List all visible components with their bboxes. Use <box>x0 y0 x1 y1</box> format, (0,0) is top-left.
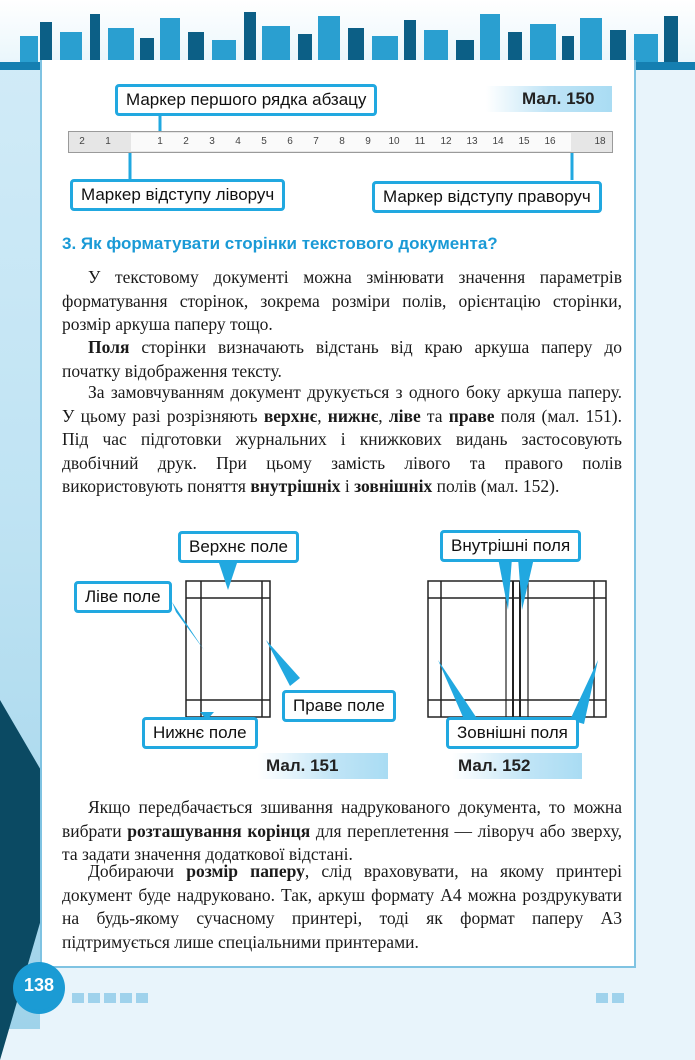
paragraph-2 <box>62 336 622 383</box>
ruler-tick: 18 <box>594 136 606 147</box>
ruler-tick: 13 <box>466 136 478 147</box>
ruler-tick: 4 <box>235 136 241 147</box>
term-gutter: розташування корінця <box>127 820 311 841</box>
ruler-tick: 14 <box>492 136 504 147</box>
callout-right-margin: Праве поле <box>282 690 396 722</box>
page-number: 138 <box>23 975 55 995</box>
fig150-label: Мал. 150 <box>522 89 595 108</box>
ruler-tick: 3 <box>209 136 215 147</box>
ruler-tick: 15 <box>518 136 530 147</box>
ruler-tick: 2 <box>79 136 85 147</box>
paragraph-3-text-d: полів (мал. 152). <box>432 476 560 496</box>
term-paper-size: розмір паперу <box>186 861 305 881</box>
ruler-tick: 8 <box>339 136 345 147</box>
ruler-tick: 7 <box>313 136 319 147</box>
paragraph-1: У текстовому документі можна змінювати значення параметрів форматування сторінок, зокрема розміри полів, орієнтацію сторінки, розмір аркуша паперу тощо. <box>62 267 622 334</box>
term-top: верхнє <box>263 405 318 426</box>
term-bottom: нижнє <box>327 405 379 426</box>
conjunction: та <box>420 405 449 426</box>
paragraph-4 <box>62 796 622 867</box>
ruler-tick: 1 <box>105 136 111 147</box>
callout-left-margin: Ліве поле <box>74 581 172 613</box>
term-fields: Поля <box>88 337 130 357</box>
term-outer: зовнішніх <box>354 476 433 496</box>
ruler-tick: 16 <box>544 136 556 147</box>
term-left: ліве <box>388 405 421 426</box>
paragraph-3-text-c: і <box>340 476 355 496</box>
callout-left-indent-marker: Маркер відступу ліворуч <box>70 179 285 211</box>
ruler-tick: 2 <box>183 136 189 147</box>
callout-right-indent-marker: Маркер відступу праворуч <box>372 181 602 213</box>
callout-bottom-margin: Нижнє поле <box>142 717 258 749</box>
callout-top-margin: Верхнє поле <box>178 531 299 563</box>
callout-first-line-marker: Маркер першого рядка абзацу <box>115 84 377 116</box>
ruler-tick: 6 <box>287 136 293 147</box>
paragraph-3-text-b: поля (мал. 151). Під час підготовки журнальних і книжкових видань застосовують двобічний друк. При цьому замість лівого та правого полів використовують поняття <box>62 405 623 496</box>
ruler-tick: 10 <box>388 136 400 147</box>
callout-outer-margins: Зовнішні поля <box>446 717 579 749</box>
paragraph-3 <box>62 381 622 499</box>
ruler-tick: 12 <box>440 136 452 147</box>
paragraph-3-text-a: За замовчуванням документ друкується з одного боку аркуша паперу. У цьому разі розрізняють <box>62 382 622 426</box>
term-right: праве <box>448 405 495 426</box>
margin-diagrams <box>0 520 695 790</box>
ruler-tick: 9 <box>365 136 371 147</box>
paragraph-5-text-a: Добираючи <box>88 861 187 881</box>
paragraph-4-text-a: Якщо передбачається зшивання надрукованого документа, то можна вибрати <box>62 797 622 841</box>
paragraph-2-text: сторінки визначають відстань від краю аркуша паперу до початку відображення тексту. <box>62 337 622 381</box>
section-heading: 3. Як форматувати сторінки текстового документа? <box>62 234 498 253</box>
ruler-tick: 1 <box>157 136 163 147</box>
callout-inner-margins: Внутрішні поля <box>440 530 581 562</box>
fig152-label: Мал. 152 <box>458 756 531 775</box>
paragraph-4-text-b: для переплетення — ліворуч або зверху, та задати значення додаткової відстані. <box>62 820 623 864</box>
footer-dots-right <box>596 990 628 1008</box>
fig151-label: Мал. 151 <box>266 756 339 775</box>
separator: , <box>317 405 328 426</box>
footer-dots-left <box>72 990 152 1008</box>
paragraph-5-text-b: , слід враховувати, на якому принтері документ буде надруковано. Так, аркуш формату А4 можна роздрукувати на будь-якому сучасному принтері, тоді як формат паперу А3 підтримується лише спеціальними принтерами. <box>62 861 622 952</box>
paragraph-5 <box>62 860 622 954</box>
term-inner: внутрішніх <box>250 476 341 496</box>
ruler-tick: 11 <box>414 136 426 147</box>
ruler-tick: 5 <box>261 136 267 147</box>
ruler <box>68 131 613 153</box>
separator: , <box>378 405 389 426</box>
